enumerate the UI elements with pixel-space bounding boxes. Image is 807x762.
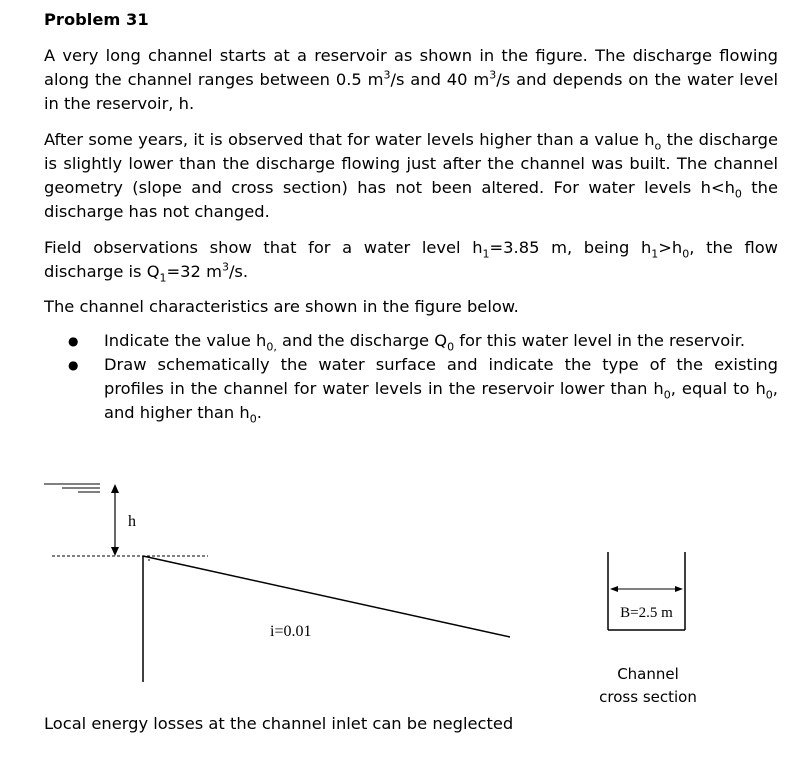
- energy-loss-note: Local energy losses at the channel inlet can be neglected: [44, 714, 514, 733]
- arrow-right-icon: [675, 586, 683, 592]
- paragraph-1: A very long channel starts at a reservoir as shown in the figure. The discharge flowing along the channel ranges between 0.5 $m^3/s$ and 40 $m^3/s$ and depends on the water level in the reservoir, h.: [44, 46, 779, 113]
- list-item: ● Indicate the value $h_{0,}$ and the discharge $Q_0$ for this water level in the reservoir.: [44, 329, 778, 353]
- paragraph-4: The channel characteristics are shown in the figure below.: [44, 297, 519, 316]
- paragraph-2: After some years, it is observed that for water levels higher than a value $h_o$ the discharge is slightly lower than the discharge flowing just after the channel was built. The channel geometry (slope and cross section) has not been altered. For water levels $h<h_0$ the discharge has not changed.: [44, 130, 779, 221]
- channel-figure: [0, 460, 807, 710]
- arrow-left-icon: [610, 586, 618, 592]
- arrow-up-icon: [111, 484, 119, 493]
- h-label: h: [128, 513, 136, 530]
- slope-label: i=0.01: [270, 623, 312, 640]
- channel-bed-line: [143, 556, 510, 637]
- list-item: ● Draw schematically the water surface and indicate the type of the existing profiles in the channel for water levels in the reservoir lower than $h_0$, equal to $h_0$, and higher than $h_0$.: [44, 353, 778, 425]
- problem-title: Problem 31: [44, 10, 149, 29]
- width-label: B=2.5 m: [620, 605, 673, 621]
- task-list: [44, 329, 778, 425]
- paragraph-3: Field observations show that for a water level $h_1=3.85$ m, being $h_1>h_0$, the flow discharge is $Q_1=32$ $m^3/s$.: [44, 238, 778, 285]
- arrow-down-icon: [111, 547, 119, 556]
- cross-section-label-2: cross section: [599, 688, 697, 706]
- cross-section-label-1: Channel: [617, 665, 679, 683]
